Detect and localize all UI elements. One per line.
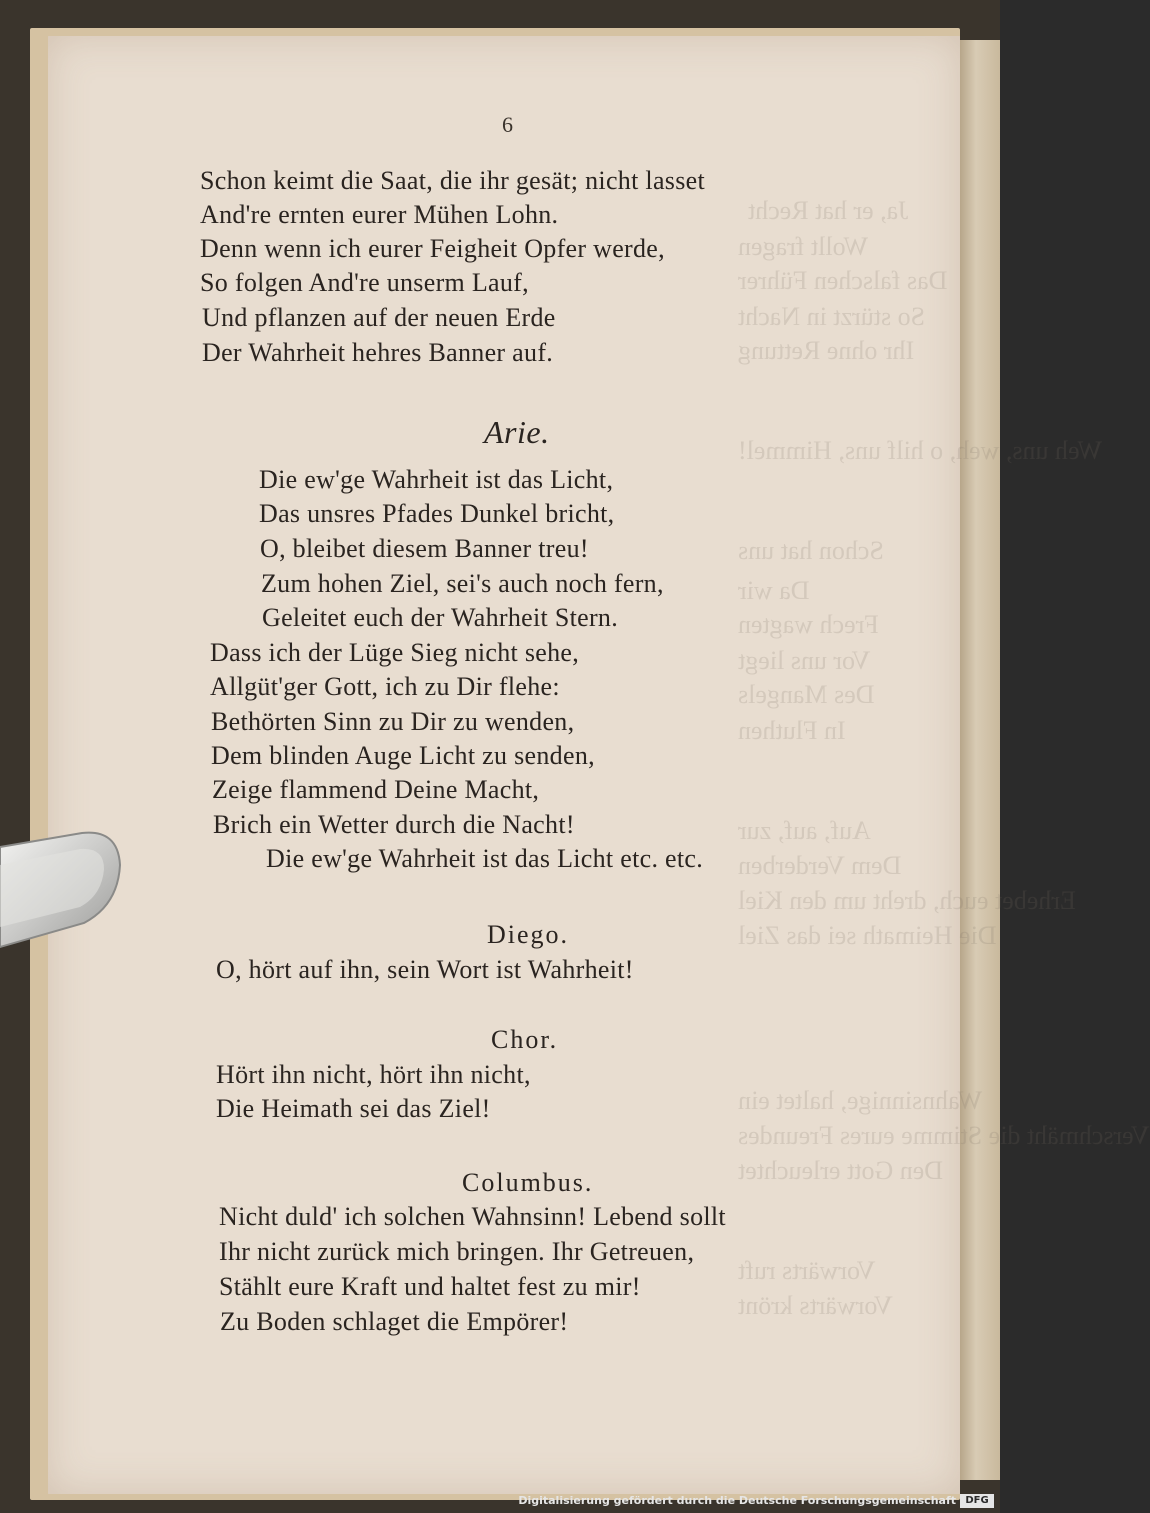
verse-line: Die ew'ge Wahrheit ist das Licht etc. etc. xyxy=(266,844,704,873)
verse-line: Zum hohen Ziel, sei's auch noch fern, xyxy=(261,569,664,598)
speaker-heading: Diego. xyxy=(487,920,570,949)
verse-line: Geleitet euch der Wahrheit Stern. xyxy=(262,603,619,632)
verse-line: And're ernten eurer Mühen Lohn. xyxy=(200,200,559,229)
verse-line: Dass ich der Lüge Sieg nicht sehe, xyxy=(210,638,580,667)
page-number: 6 xyxy=(502,112,513,137)
verse-line: Das unsres Pfades Dunkel bricht, xyxy=(259,499,615,528)
show-through-text: Ja, er hat Recht Wollt fragen Das falschen Führer So stürzt in Nacht Ihr ohne Rettung Weh uns, weh, o hilf uns, Himmel! Schon hat uns Da wir Frech wagten Vor uns liegt Des Mangels In Fluthen Auf, auf, zur Dem Verderben Erhebet euch, dreht um den Kiel Die Heimath sei das Ziel Wahnsinnige, haltet ein Verschmäht die Stimme eures Freundes Den Gott erleuchtet Vorwärts ruft Vorwärts krönt xyxy=(738,196,1150,1320)
verse-line: Brich ein Wetter durch die Nacht! xyxy=(213,810,575,839)
verse-line: Nicht duld' ich solchen Wahnsinn! Lebend sollt xyxy=(219,1202,726,1231)
verse-line: Zu Boden schlaget die Empörer! xyxy=(220,1307,569,1336)
verse-line: Ihr nicht zurück mich bringen. Ihr Getreuen, xyxy=(219,1237,695,1266)
dfg-logo: DFG xyxy=(960,1494,994,1508)
verse-line: Denn wenn ich eurer Feigheit Opfer werde, xyxy=(200,234,665,263)
verse-line: Die Heimath sei das Ziel! xyxy=(216,1094,491,1123)
verse-line: O, bleibet diesem Banner treu! xyxy=(260,534,589,563)
verse-line: Hört ihn nicht, hört ihn nicht, xyxy=(216,1060,531,1089)
verse-line: Die ew'ge Wahrheit ist das Licht, xyxy=(259,465,614,494)
verse-line: Allgüt'ger Gott, ich zu Dir flehe: xyxy=(210,672,560,701)
verse-line: Der Wahrheit hehres Banner auf. xyxy=(202,338,554,367)
verse-line: So folgen And're unserm Lauf, xyxy=(200,268,529,297)
verse-line: Und pflanzen auf der neuen Erde xyxy=(202,303,556,332)
speaker-heading: Chor. xyxy=(491,1025,559,1054)
verse-line: Zeige flammend Deine Macht, xyxy=(212,775,540,804)
verse-line: Dem blinden Auge Licht zu senden, xyxy=(211,741,595,770)
verse-line: O, hört auf ihn, sein Wort ist Wahrheit! xyxy=(216,955,634,984)
verse-line: Schon keimt die Saat, die ihr gesät; nicht lasset xyxy=(200,166,705,195)
verse-line: Bethörten Sinn zu Dir zu wenden, xyxy=(211,707,575,736)
digitization-credit: Digitalisierung gefördert durch die Deutsche Forschungsgemeinschaft xyxy=(518,1494,956,1507)
aria-heading: Arie. xyxy=(484,414,550,450)
verse-line: Stählt eure Kraft und haltet fest zu mir! xyxy=(219,1272,641,1301)
speaker-heading: Columbus. xyxy=(462,1168,594,1197)
